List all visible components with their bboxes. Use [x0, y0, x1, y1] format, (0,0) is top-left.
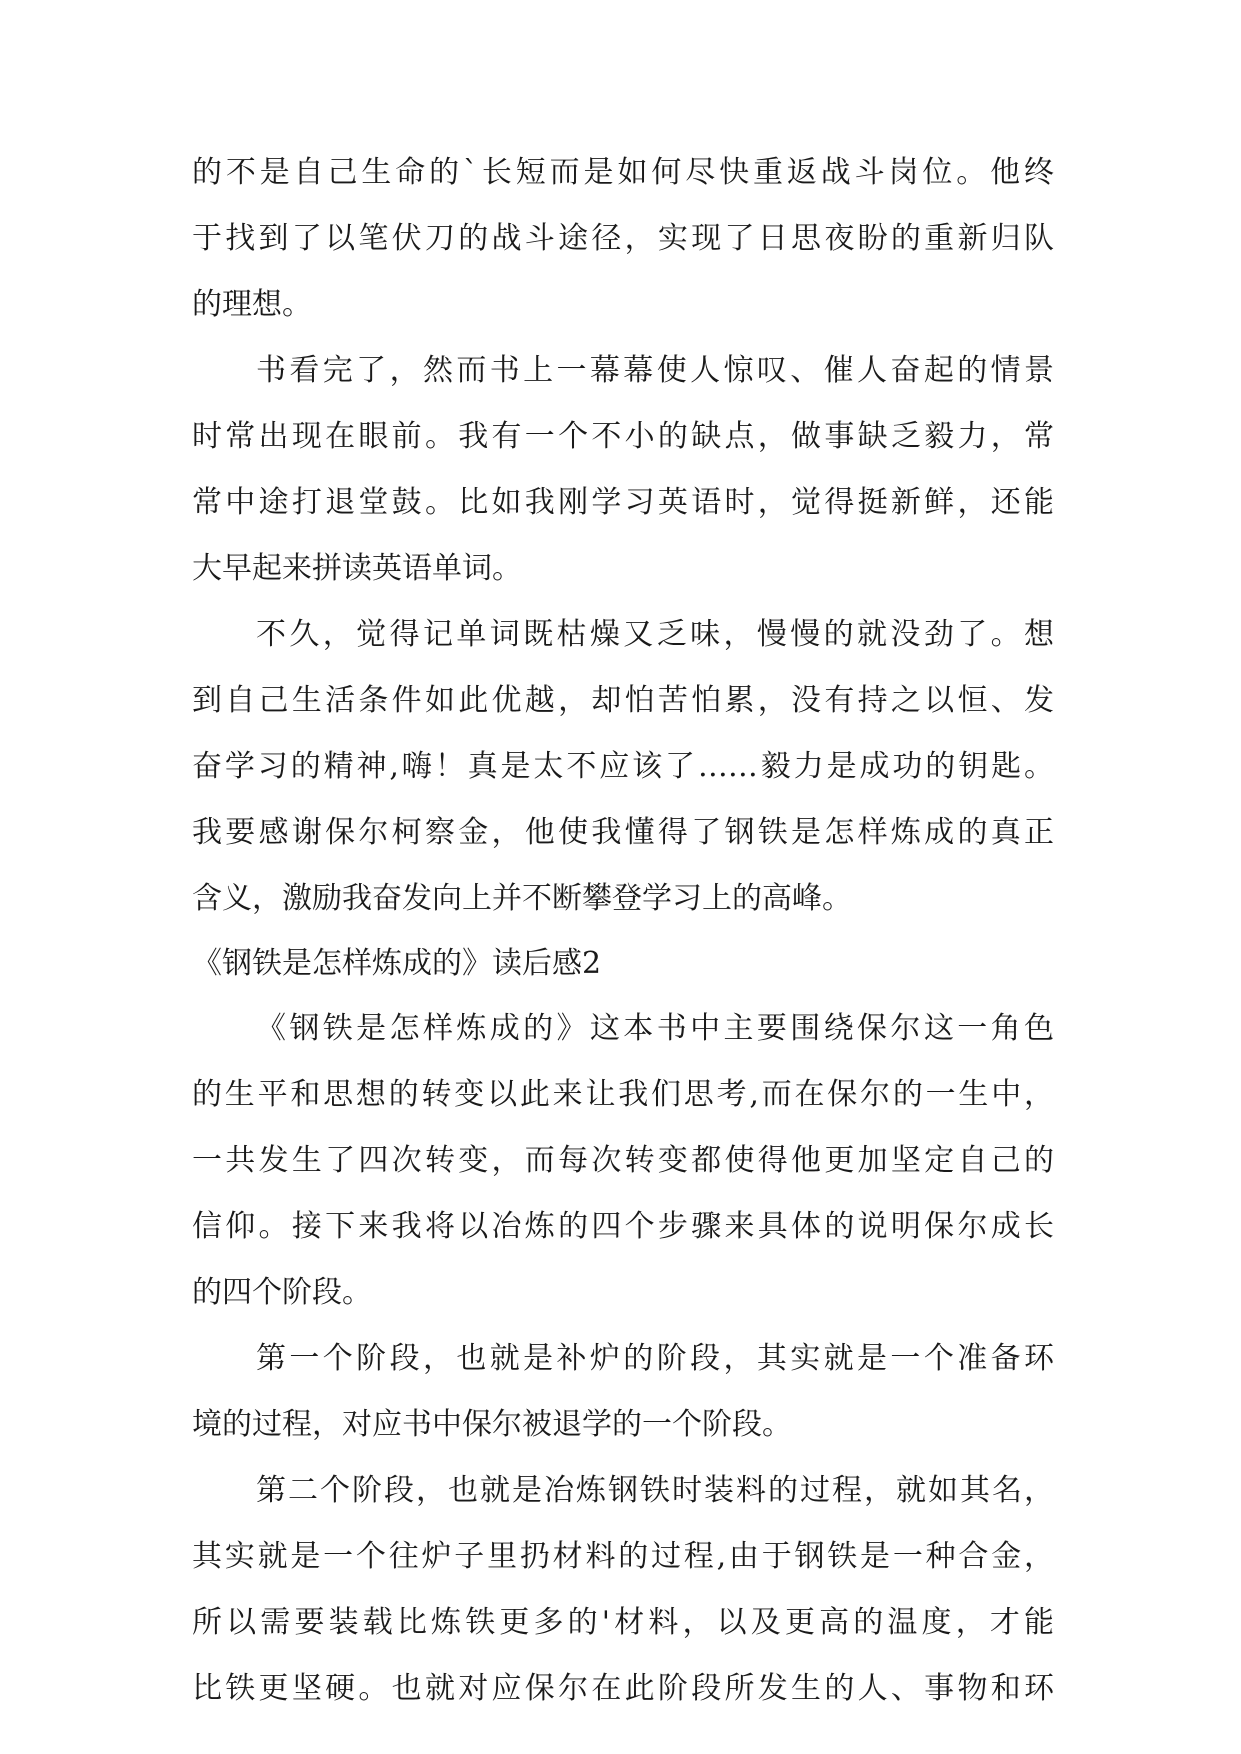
text-line: 《钢铁是怎样炼成的》这本书中主要围绕保尔这一角色 — [256, 1011, 1054, 1046]
text-line: 于找到了以笔伏刀的战斗途径，实现了日思夜盼的重新归队 — [192, 221, 1054, 256]
text-line: 到自己生活条件如此优越，却怕苦怕累，没有持之以恒、发 — [192, 683, 1054, 718]
paragraph-6 — [192, 1458, 1054, 1722]
text-line: 含义，激励我奋发向上并不断攀登学习上的高峰。 — [192, 881, 852, 916]
text-line: 的理想。 — [192, 287, 312, 322]
text-line: 的生平和思想的转变以此来让我们思考,而在保尔的一生中， — [192, 1077, 1054, 1112]
text-line: 境的过程，对应书中保尔被退学的一个阶段。 — [192, 1407, 792, 1442]
text-line: 第一个阶段，也就是补炉的阶段，其实就是一个准备环 — [256, 1341, 1054, 1376]
text-line: 时常出现在眼前。我有一个不小的缺点，做事缺乏毅力，常 — [192, 419, 1054, 454]
text-line: 的不是自己生命的`长短而是如何尽快重返战斗岗位。他终 — [192, 155, 1054, 190]
text-line: 所以需要装载比炼铁更多的'材料，以及更高的温度，才能 — [192, 1605, 1054, 1640]
text-line: 常中途打退堂鼓。比如我刚学习英语时，觉得挺新鲜，还能 — [192, 485, 1054, 520]
text-line: 书看完了，然而书上一幕幕使人惊叹、催人奋起的情景 — [256, 353, 1054, 388]
paragraph-5 — [192, 1326, 1054, 1458]
text-line: 其实就是一个往炉子里扔材料的过程,由于钢铁是一种合金， — [192, 1539, 1054, 1574]
text-line: 的四个阶段。 — [192, 1275, 372, 1310]
paragraph-1 — [192, 140, 1054, 338]
section-heading: 《钢铁是怎样炼成的》读后感2 — [192, 946, 602, 981]
text-line: 第二个阶段，也就是冶炼钢铁时装料的过程，就如其名， — [256, 1473, 1054, 1508]
text-line: 奋学习的精神,嗨！真是太不应该了……毅力是成功的钥匙。 — [192, 749, 1054, 784]
text-line: 不久，觉得记单词既枯燥又乏味，慢慢的就没劲了。想 — [256, 617, 1054, 652]
text-line: 一共发生了四次转变，而每次转变都使得他更加坚定自己的 — [192, 1143, 1054, 1178]
text-line: 大早起来拼读英语单词。 — [192, 551, 522, 586]
text-line: 比铁更坚硬。也就对应保尔在此阶段所发生的人、事物和环 — [192, 1671, 1054, 1706]
text-line: 我要感谢保尔柯察金，他使我懂得了钢铁是怎样炼成的真正 — [192, 815, 1054, 850]
paragraph-3 — [192, 602, 1054, 932]
article-body — [192, 140, 1054, 1722]
text-line: 信仰。接下来我将以冶炼的四个步骤来具体的说明保尔成长 — [192, 1209, 1054, 1244]
paragraph-4 — [192, 996, 1054, 1326]
paragraph-2 — [192, 338, 1054, 602]
